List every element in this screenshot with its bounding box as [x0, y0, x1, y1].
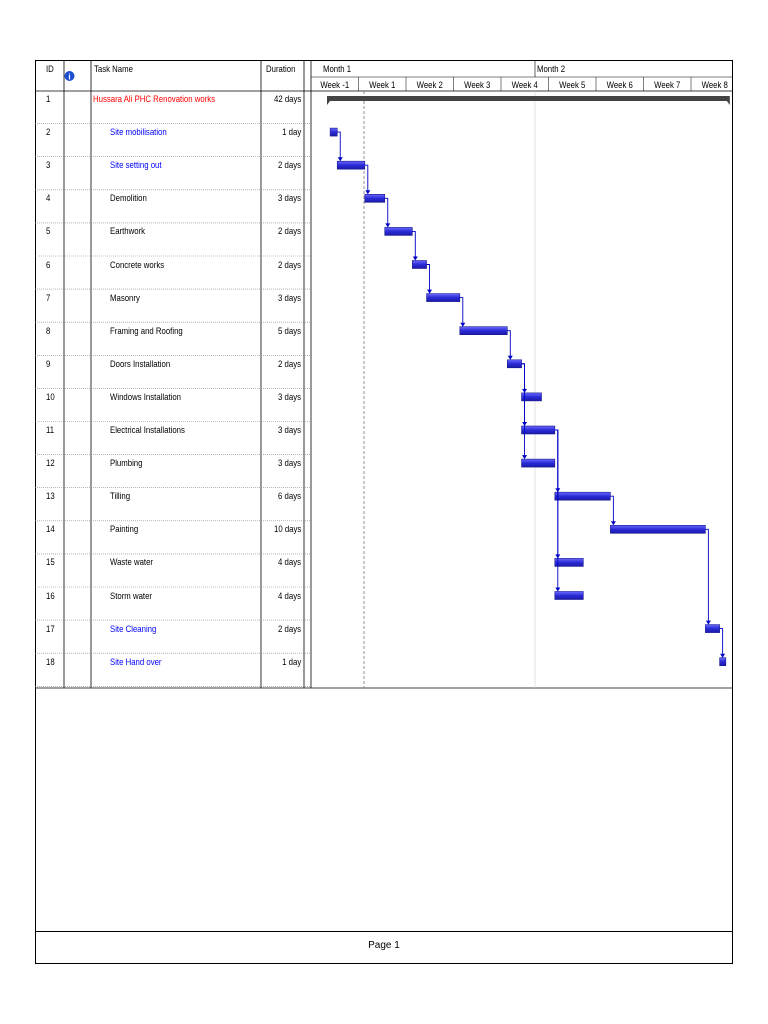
- month-label: Month 1: [323, 63, 352, 75]
- dependency-link: [705, 529, 708, 623]
- week-label: Week 8: [701, 79, 728, 91]
- dependency-arrow: [385, 223, 390, 227]
- task-id: 11: [46, 425, 55, 436]
- task-name[interactable]: Plumbing: [110, 458, 143, 470]
- dependency-arrow: [522, 455, 527, 459]
- task-bar[interactable]: [385, 227, 413, 235]
- dependency-link: [385, 198, 388, 226]
- task-bar[interactable]: [555, 558, 584, 566]
- task-name[interactable]: Concrete works: [110, 259, 165, 271]
- week-label: Week 1: [369, 79, 396, 91]
- week-label: Week 6: [606, 79, 633, 91]
- task-bar[interactable]: [720, 658, 726, 666]
- task-duration: 1 day: [281, 656, 301, 668]
- dependency-link: [610, 496, 613, 524]
- task-duration: 4 days: [278, 557, 301, 569]
- task-id: 16: [46, 590, 55, 602]
- task-id: 18: [46, 656, 55, 668]
- task-duration: 42 days: [273, 94, 301, 105]
- task-bar[interactable]: [522, 459, 555, 467]
- task-duration: 3 days: [278, 193, 301, 205]
- task-duration: 2 days: [278, 358, 301, 370]
- task-name[interactable]: Framing and Roofing: [110, 325, 183, 337]
- task-bar[interactable]: [412, 261, 426, 269]
- dependency-link: [365, 165, 368, 193]
- task-name[interactable]: Hussara Ali PHC Renovation works: [93, 94, 216, 105]
- task-name[interactable]: Waste water: [110, 557, 154, 569]
- task-id: 3: [46, 160, 51, 172]
- header-id: ID: [46, 64, 54, 75]
- header-duration: Duration: [266, 64, 296, 75]
- month-label: Month 2: [537, 63, 566, 75]
- task-bar[interactable]: [427, 294, 460, 302]
- summary-bar[interactable]: [327, 96, 730, 101]
- task-name[interactable]: Windows Installation: [110, 391, 182, 403]
- dependency-arrow: [338, 157, 343, 161]
- task-duration: 2 days: [278, 226, 301, 238]
- task-name[interactable]: Site mobilisation: [110, 127, 167, 139]
- summary-end-marker: [727, 101, 730, 105]
- task-bar[interactable]: [705, 625, 719, 633]
- summary-start-marker: [327, 101, 330, 105]
- dependency-link: [720, 629, 723, 657]
- dependency-link: [427, 265, 430, 293]
- task-id: 10: [46, 391, 55, 403]
- week-label: Week 5: [559, 79, 586, 91]
- task-name[interactable]: Electrical Installations: [110, 425, 185, 436]
- dependency-link: [460, 298, 463, 326]
- task-duration: 3 days: [278, 292, 301, 304]
- task-id: 1: [46, 94, 51, 105]
- task-id: 8: [46, 325, 51, 337]
- dependency-link: [507, 331, 510, 359]
- info-icon: [64, 69, 75, 87]
- header-task-name: Task Name: [94, 64, 133, 75]
- task-duration: 3 days: [278, 458, 301, 470]
- week-label: Week 4: [511, 79, 538, 91]
- task-bar[interactable]: [330, 128, 337, 136]
- dependency-link: [412, 231, 415, 259]
- task-bar[interactable]: [555, 592, 584, 600]
- task-bar[interactable]: [610, 525, 705, 533]
- task-id: 7: [46, 292, 51, 304]
- task-duration: 2 days: [278, 160, 301, 172]
- task-duration: 3 days: [278, 425, 301, 436]
- task-name[interactable]: Demolition: [110, 193, 147, 205]
- task-bar[interactable]: [337, 161, 365, 169]
- task-duration: 4 days: [278, 590, 301, 602]
- task-bar[interactable]: [460, 327, 508, 335]
- task-name[interactable]: Doors Installation: [110, 358, 171, 370]
- task-duration: 2 days: [278, 623, 301, 635]
- task-id: 15: [46, 557, 55, 569]
- task-id: 17: [46, 623, 55, 635]
- task-bar[interactable]: [555, 492, 611, 500]
- task-name[interactable]: Storm water: [110, 590, 152, 602]
- dependency-arrow: [706, 621, 711, 625]
- dependency-arrow: [365, 190, 370, 194]
- task-name[interactable]: Site Hand over: [110, 656, 162, 668]
- task-id: 9: [46, 358, 51, 370]
- task-duration: 3 days: [278, 391, 301, 403]
- task-bar[interactable]: [522, 426, 555, 434]
- dependency-arrow: [555, 588, 560, 592]
- task-name[interactable]: Site Cleaning: [110, 623, 157, 635]
- dependency-arrow: [508, 356, 513, 360]
- footer-divider: [35, 931, 733, 932]
- page-number: Page 1: [368, 940, 400, 951]
- dependency-arrow: [460, 323, 465, 327]
- dependency-arrow: [720, 654, 725, 658]
- task-id: 14: [46, 524, 55, 536]
- task-name[interactable]: Earthwork: [110, 226, 146, 238]
- week-label: Week 3: [464, 79, 491, 91]
- dependency-link: [337, 132, 340, 160]
- task-id: 12: [46, 458, 55, 470]
- week-label: Week 7: [654, 79, 681, 91]
- dependency-arrow: [413, 257, 418, 261]
- dependency-arrow: [611, 521, 616, 525]
- svg-text:i: i: [68, 72, 71, 82]
- week-label: Week 2: [416, 79, 443, 91]
- task-bar[interactable]: [507, 360, 521, 368]
- task-name[interactable]: Tilling: [110, 491, 131, 503]
- task-duration: 2 days: [278, 259, 301, 271]
- week-label: Week -1: [320, 79, 350, 91]
- task-duration: 10 days: [273, 524, 301, 536]
- task-name[interactable]: Masonry: [110, 292, 140, 304]
- task-duration: 6 days: [278, 491, 301, 503]
- task-name[interactable]: Painting: [110, 524, 139, 536]
- dependency-arrow: [427, 290, 432, 294]
- task-id: 2: [46, 127, 51, 139]
- dependency-link: [522, 364, 525, 458]
- task-id: 6: [46, 259, 51, 271]
- task-bar[interactable]: [365, 194, 385, 202]
- task-duration: 5 days: [278, 325, 301, 337]
- task-name[interactable]: Site setting out: [110, 160, 162, 172]
- task-duration: 1 day: [281, 127, 301, 139]
- task-id: 4: [46, 193, 51, 205]
- task-id: 5: [46, 226, 51, 238]
- task-id: 13: [46, 491, 55, 503]
